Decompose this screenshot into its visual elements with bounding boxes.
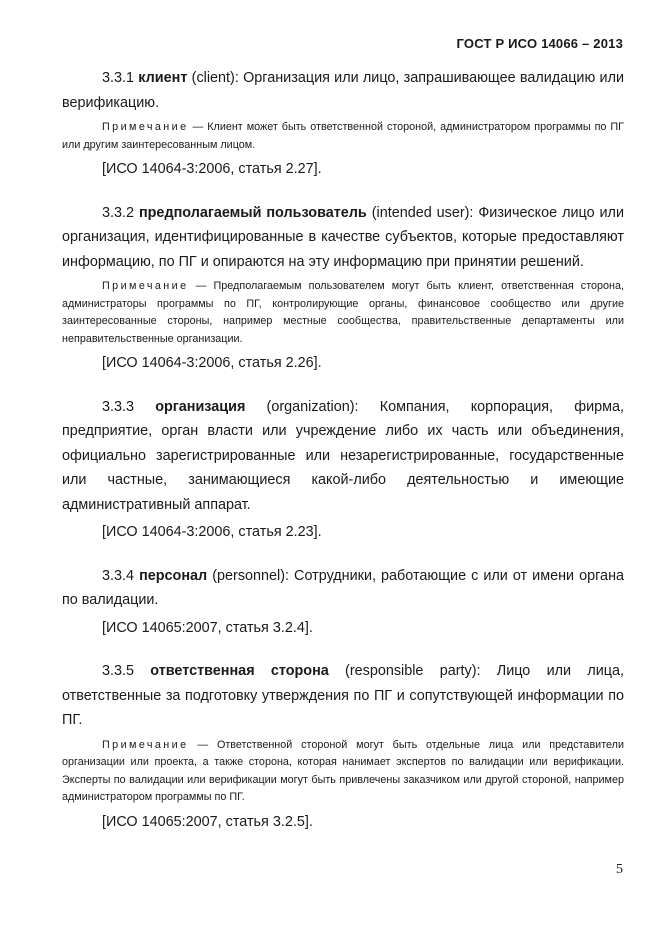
term-note bbox=[62, 278, 624, 348]
term-name: клиент bbox=[138, 70, 188, 86]
term-number: 3.3.1 bbox=[102, 70, 135, 86]
note-text: — Предполагаемым пользователем могут быть клиент, ответственная сторона, администраторы программы по ПГ, контролирующие органы, финансовое сообщество или другие заинтересованные стороны, например местные сообщества, правительственные департаменты или неправительственные организации. bbox=[62, 280, 625, 345]
term-entry bbox=[62, 659, 624, 834]
term-note bbox=[62, 119, 624, 154]
term-number: 3.3.3 bbox=[102, 398, 135, 415]
term-number: 3.3.2 bbox=[102, 204, 135, 221]
note-text: — Клиент может быть ответственной стороной, администратором программы по ПГ или другим заинтересованным лицом. bbox=[62, 121, 625, 151]
note-label: Примечание bbox=[102, 738, 189, 751]
page-number: 5 bbox=[616, 862, 623, 877]
term-entry bbox=[62, 201, 624, 376]
term-entry bbox=[62, 66, 624, 182]
term-reference: [ИСО 14064-3:2006, статья 2.26]. bbox=[102, 355, 322, 371]
note-label: Примечание bbox=[102, 280, 189, 292]
term-number: 3.3.5 bbox=[102, 663, 135, 679]
term-note bbox=[62, 737, 624, 807]
term-definition bbox=[62, 66, 624, 115]
term-entry bbox=[62, 564, 624, 641]
definition-text: (responsible party): Лицо или лица, ответственные за подготовку утверждения по ПГ и сопутствующей информации по ПГ. bbox=[62, 663, 624, 728]
term-reference: [ИСО 14064-3:2006, статья 2.23]. bbox=[102, 524, 322, 540]
document-header: ГОСТ Р ИСО 14066 – 2013 bbox=[456, 36, 623, 51]
term-reference: [ИСО 14065:2007, статья 3.2.5]. bbox=[102, 813, 313, 830]
term-name: персонал bbox=[139, 567, 208, 584]
term-definition bbox=[62, 201, 624, 275]
term-entry bbox=[62, 395, 624, 545]
definition-text: (personnel): Сотрудники, работающие с или от имени органа по валидации. bbox=[62, 567, 625, 608]
term-definition bbox=[62, 395, 624, 518]
term-number: 3.3.4 bbox=[102, 567, 135, 584]
term-reference: [ИСО 14064-3:2006, статья 2.27]. bbox=[102, 161, 322, 177]
term-definition bbox=[62, 659, 624, 733]
note-text: — Ответственной стороной могут быть отдельные лица или представители организации или проекта, а также сторона, которая нанимает экспертов по валидации или верификации. Эксперты по валидации или верификации могут быть привлечены заказчиком или другой стороной, например администратором программы по ПГ. bbox=[62, 738, 625, 803]
definition-text: (client): Организация или лицо, запрашивающее валидацию или верификацию. bbox=[62, 70, 625, 111]
term-reference: [ИСО 14065:2007, статья 3.2.4]. bbox=[102, 619, 313, 636]
term-definition bbox=[62, 564, 624, 613]
note-label: Примечание bbox=[102, 121, 189, 133]
definition-text: (organization): Компания, корпорация, фирма, предприятие, орган власти или учреждение либо их часть или объединения, официально зарегистрированные или незарегистрированные, государственные или частные, занимающиеся какой-либо деятельностью и имеющие административный аппарат. bbox=[62, 398, 625, 513]
definition-text: (intended user): Физическое лицо или организация, идентифицированные в качестве субъектов, которые предоставляют информацию, по ПГ и опираются на эту информацию при принятии решений. bbox=[62, 204, 624, 270]
term-name: ответственная сторона bbox=[150, 663, 329, 679]
term-name: организация bbox=[155, 398, 246, 415]
term-name: предполагаемый пользователь bbox=[138, 204, 367, 221]
document-body bbox=[62, 66, 624, 834]
